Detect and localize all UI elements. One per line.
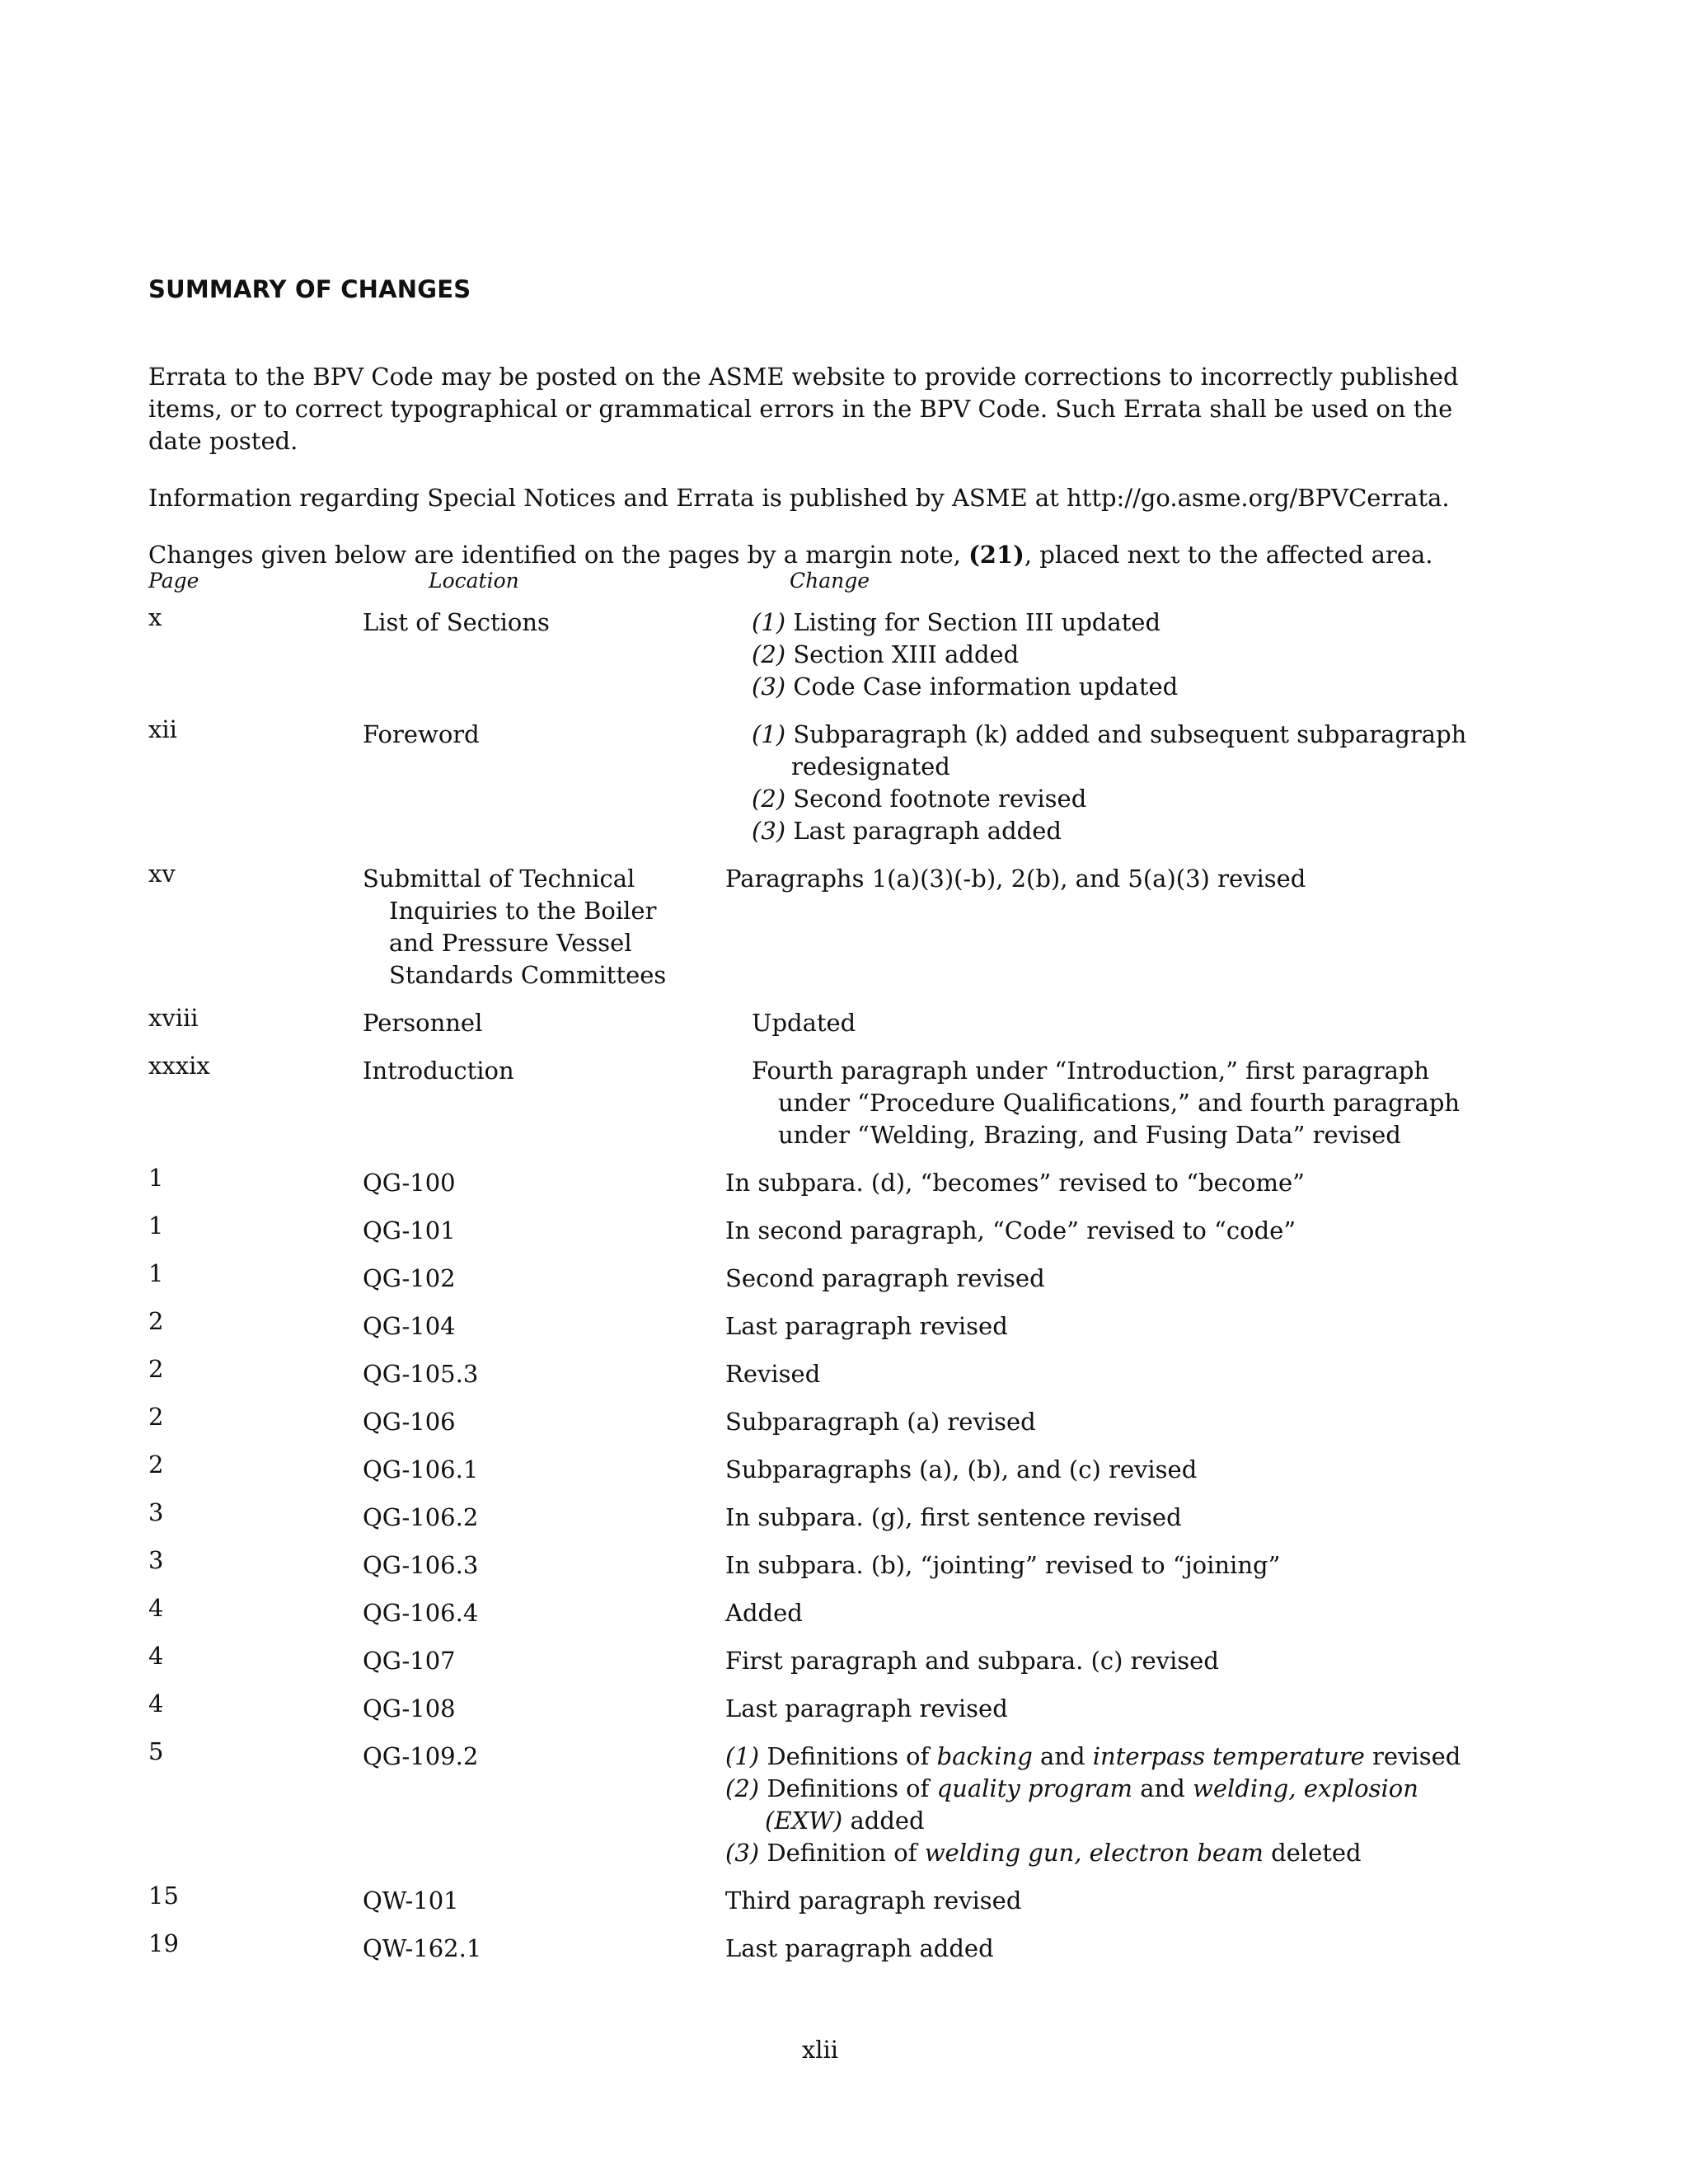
- table-row: [148, 1690, 1492, 1741]
- row-location: QG-109.2: [363, 1742, 479, 1770]
- row-location: QG-106.4: [363, 1599, 479, 1627]
- row-location: QW-162.1: [363, 1934, 482, 1962]
- row-page: 4: [148, 1594, 164, 1622]
- change-item: (3) Definition of welding gun, electron beam deleted: [725, 1839, 1362, 1867]
- row-change: [752, 719, 1492, 847]
- row-page: 1: [148, 1259, 164, 1287]
- change-item: (1) Subparagraph (k) added and subsequent subparagraph redesignated: [752, 720, 1467, 780]
- page-number: xlii: [801, 2036, 839, 2064]
- row-page: xxxix: [148, 1052, 210, 1080]
- row-location: QG-106.2: [363, 1503, 479, 1531]
- row-page: 4: [148, 1690, 164, 1718]
- table-row: [148, 1164, 1492, 1215]
- row-location: Personnel: [363, 1009, 483, 1037]
- row-change: Last paragraph added: [725, 1934, 994, 1962]
- change-item: (2) Definitions of quality program and welding, explosion (EXW) added: [725, 1774, 1418, 1835]
- row-page: 1: [148, 1212, 164, 1240]
- row-change: Third paragraph revised: [725, 1886, 1022, 1915]
- document-page: [148, 0, 1492, 2184]
- table-row: [148, 1307, 1492, 1358]
- row-page: 3: [148, 1546, 164, 1574]
- row-change: Second paragraph revised: [725, 1264, 1045, 1292]
- changes-table: [148, 569, 1492, 1980]
- header-page: Page: [148, 569, 199, 593]
- row-change: [725, 1741, 1492, 1869]
- margin-note: (21): [968, 541, 1025, 569]
- intro-text: [148, 361, 1492, 596]
- change-item: (3) Code Case information updated: [752, 673, 1179, 701]
- row-change: [752, 607, 1492, 703]
- row-location: QG-105.3: [363, 1360, 479, 1388]
- row-location: QG-102: [363, 1264, 456, 1292]
- row-location: QG-106.1: [363, 1455, 479, 1483]
- row-location: Submittal of Technical Inquiries to the Boiler and Pressure Vessel Standards Committees: [363, 865, 667, 989]
- row-location: QG-100: [363, 1169, 456, 1197]
- row-change: Added: [725, 1599, 803, 1627]
- table-row: [148, 1929, 1492, 1980]
- row-change: Updated: [752, 1009, 856, 1037]
- errata-paragraph: Errata to the BPV Code may be posted on the ASME website to provide corrections to incorrectly published items, or to correct typographical or grammatical errors in the BPV Code. Such Errata shall be used on the date posted.: [148, 363, 1459, 455]
- change-item: (3) Last paragraph added: [752, 817, 1062, 845]
- row-change: Subparagraphs (a), (b), and (c) revised: [725, 1455, 1198, 1483]
- table-row: [148, 1403, 1492, 1454]
- row-page: 19: [148, 1929, 179, 1957]
- table-header: [148, 569, 1492, 607]
- row-location: QG-106: [363, 1408, 456, 1436]
- row-page: xviii: [148, 1004, 199, 1032]
- table-row: [148, 1546, 1492, 1597]
- table-row: [148, 1882, 1492, 1933]
- row-change: Fourth paragraph under “Introduction,” first paragraph under “Procedure Qualifications,” and fourth paragraph under “Welding, Brazing, and Fusing Data” revised: [752, 1057, 1461, 1149]
- row-page: xii: [148, 715, 177, 743]
- table-row: [148, 860, 1492, 1007]
- row-page: xv: [148, 860, 176, 888]
- row-change: In subpara. (g), first sentence revised: [725, 1503, 1182, 1531]
- special-notices-paragraph: Information regarding Special Notices and Errata is published by ASME at http://go.asme.org/BPVCerrata.: [148, 484, 1450, 512]
- change-item: (1) Definitions of backing and interpass temperature revised: [725, 1742, 1461, 1770]
- row-page: 5: [148, 1737, 164, 1765]
- change-item: (2) Section XIII added: [752, 640, 1020, 668]
- header-location: Location: [429, 569, 519, 593]
- row-location: QG-104: [363, 1312, 456, 1340]
- row-change: In subpara. (b), “jointing” revised to “joining”: [725, 1551, 1281, 1579]
- table-row: [148, 715, 1492, 863]
- table-row: [148, 1212, 1492, 1263]
- table-row: [148, 603, 1492, 719]
- row-location: Introduction: [363, 1057, 514, 1085]
- row-page: 15: [148, 1882, 179, 1910]
- row-change: In subpara. (d), “becomes” revised to “become”: [725, 1169, 1305, 1197]
- header-change: Change: [790, 569, 870, 593]
- table-row: [148, 1737, 1492, 1885]
- row-location: QG-101: [363, 1216, 456, 1244]
- row-location: QW-101: [363, 1886, 459, 1915]
- row-location: QG-106.3: [363, 1551, 479, 1579]
- change-item: (1) Listing for Section III updated: [752, 608, 1161, 636]
- row-location: List of Sections: [363, 608, 550, 636]
- row-change: Subparagraph (a) revised: [725, 1408, 1036, 1436]
- table-row: [148, 1498, 1492, 1549]
- table-row: [148, 1004, 1492, 1055]
- row-change: First paragraph and subpara. (c) revised: [725, 1647, 1219, 1675]
- row-location: QG-107: [363, 1647, 456, 1675]
- table-row: [148, 1355, 1492, 1406]
- change-item: (2) Second footnote revised: [752, 785, 1087, 813]
- row-change: Last paragraph revised: [725, 1312, 1008, 1340]
- row-page: 1: [148, 1164, 164, 1192]
- row-page: 3: [148, 1498, 164, 1526]
- row-location: Foreword: [363, 720, 480, 748]
- row-change: Paragraphs 1(a)(3)(-b), 2(b), and 5(a)(3) revised: [725, 865, 1306, 893]
- row-page: 2: [148, 1307, 164, 1335]
- row-change: In second paragraph, “Code” revised to “code”: [725, 1216, 1296, 1244]
- table-row: [148, 1594, 1492, 1645]
- table-row: [148, 1052, 1492, 1167]
- row-change: Last paragraph revised: [725, 1694, 1008, 1722]
- table-row: [148, 1451, 1492, 1502]
- row-page: 2: [148, 1451, 164, 1479]
- row-change: Revised: [725, 1360, 821, 1388]
- page-title: SUMMARY OF CHANGES: [148, 275, 471, 303]
- row-page: 4: [148, 1642, 164, 1670]
- table-row: [148, 1642, 1492, 1693]
- table-row: [148, 1259, 1492, 1310]
- row-page: x: [148, 603, 162, 631]
- row-page: 2: [148, 1403, 164, 1431]
- row-page: 2: [148, 1355, 164, 1383]
- margin-note-paragraph: Changes given below are identified on the pages by a margin note, (21), placed next to the affected area.: [148, 541, 1433, 569]
- row-location: QG-108: [363, 1694, 456, 1722]
